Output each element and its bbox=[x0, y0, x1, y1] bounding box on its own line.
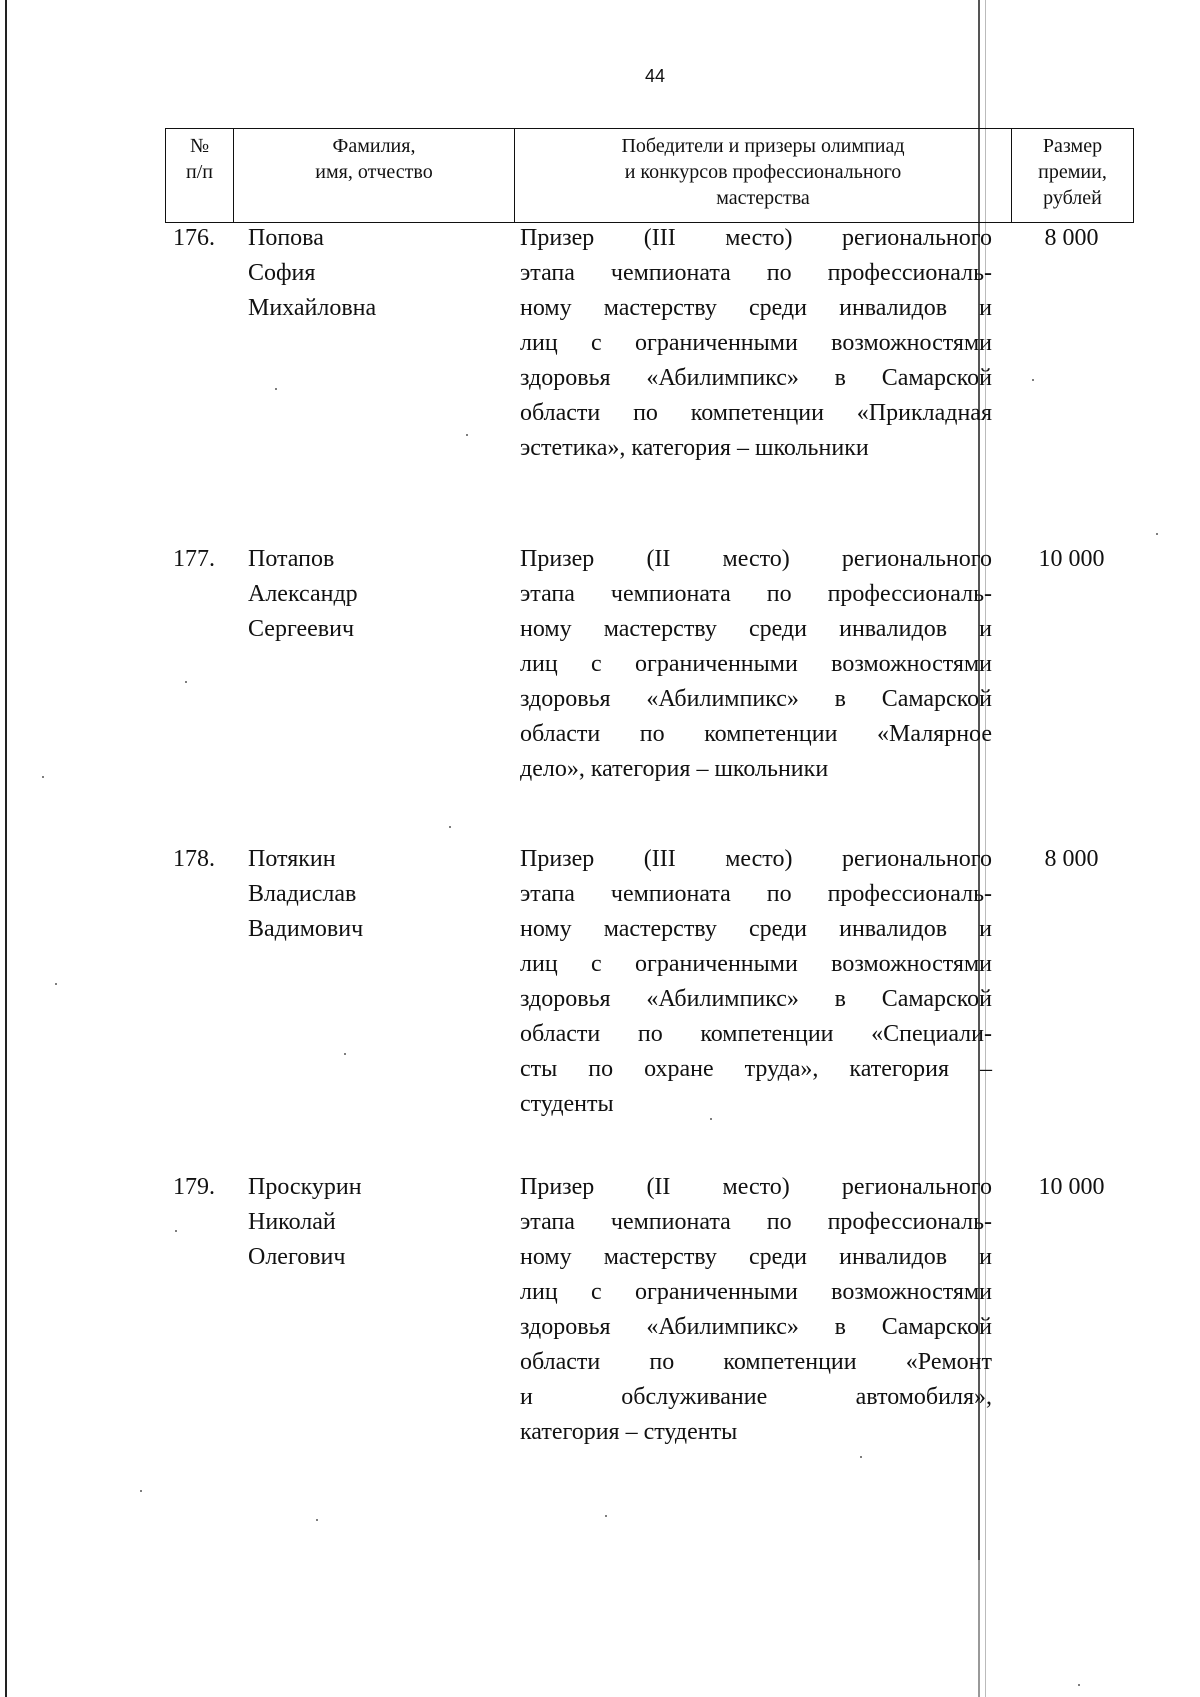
header-name-column bbox=[234, 129, 515, 222]
description-line: здоровья «Абилимпикс» в Самарской bbox=[520, 686, 992, 712]
surname: Попова bbox=[248, 225, 324, 251]
scan-speck bbox=[466, 434, 468, 436]
scan-speck bbox=[605, 1515, 607, 1517]
scan-left-edge bbox=[5, 0, 7, 1697]
patronymic: Вадимович bbox=[248, 916, 364, 942]
scan-speck bbox=[344, 1053, 346, 1055]
scan-speck bbox=[449, 826, 451, 828]
header-text: имя, отчество bbox=[315, 161, 433, 183]
prize-amount: 10 000 bbox=[1038, 1174, 1105, 1200]
description-line: Призер (II место) регионального bbox=[520, 1174, 992, 1200]
description-line: этапа чемпионата по профессиональ- bbox=[520, 260, 992, 286]
given-name: Владислав bbox=[248, 881, 357, 907]
scan-speck bbox=[710, 1118, 712, 1120]
scan-speck bbox=[42, 776, 44, 778]
row-number: 177. bbox=[173, 546, 215, 572]
description-line: ному мастерству среди инвалидов и bbox=[520, 1244, 992, 1270]
description-line: Призер (III место) регионального bbox=[520, 846, 992, 872]
patronymic: Сергеевич bbox=[248, 616, 355, 642]
header-text: Фамилия, bbox=[332, 135, 416, 157]
description-line: здоровья «Абилимпикс» в Самарской bbox=[520, 1314, 992, 1340]
description-line: эстетика», категория – школьники bbox=[520, 435, 869, 461]
description-line: области по компетенции «Ремонт bbox=[520, 1349, 992, 1375]
prize-amount: 8 000 bbox=[1044, 225, 1099, 251]
given-name: Александр bbox=[248, 581, 358, 607]
scan-speck bbox=[55, 983, 57, 985]
row-number: 176. bbox=[173, 225, 215, 251]
description-line: и обслуживание автомобиля», bbox=[520, 1384, 992, 1410]
header-text: п/п bbox=[186, 161, 213, 183]
header-text: рублей bbox=[1043, 187, 1102, 209]
description-line: этапа чемпионата по профессиональ- bbox=[520, 1209, 992, 1235]
header-prize-column bbox=[1012, 129, 1133, 222]
description-line: здоровья «Абилимпикс» в Самарской bbox=[520, 986, 992, 1012]
header-text: и конкурсов профессионального bbox=[624, 161, 902, 183]
description-line: лиц с ограниченными возможностями bbox=[520, 330, 992, 356]
scan-speck bbox=[185, 681, 187, 683]
description-line: ному мастерству среди инвалидов и bbox=[520, 916, 992, 942]
patronymic: Михайловна bbox=[248, 295, 377, 321]
description-line: студенты bbox=[520, 1091, 614, 1117]
description-line: Призер (III место) регионального bbox=[520, 225, 992, 251]
header-text: Размер bbox=[1042, 135, 1103, 157]
page-number: 44 bbox=[644, 66, 666, 86]
scan-speck bbox=[175, 1230, 177, 1232]
description-line: ному мастерству среди инвалидов и bbox=[520, 616, 992, 642]
description-line: Призер (II место) регионального bbox=[520, 546, 992, 572]
header-text: Победители и призеры олимпиад bbox=[621, 135, 905, 157]
scan-speck bbox=[1156, 533, 1158, 535]
description-line: этапа чемпионата по профессиональ- bbox=[520, 881, 992, 907]
description-line: лиц с ограниченными возможностями bbox=[520, 951, 992, 977]
scan-speck bbox=[316, 1519, 318, 1521]
award-description bbox=[520, 1170, 992, 1450]
row-number: 178. bbox=[173, 846, 215, 872]
given-name: Николай bbox=[248, 1209, 336, 1235]
description-line: дело», категория – школьники bbox=[520, 756, 829, 782]
award-description bbox=[520, 542, 992, 787]
table-header bbox=[165, 128, 1134, 223]
scan-speck bbox=[275, 388, 277, 390]
description-line: области по компетенции «Прикладная bbox=[520, 400, 992, 426]
description-line: лиц с ограниченными возможностями bbox=[520, 651, 992, 677]
award-description bbox=[520, 842, 992, 1122]
scan-vertical-line-lower bbox=[978, 1560, 980, 1697]
person-name bbox=[248, 842, 508, 947]
description-line: области по компетенции «Специали- bbox=[520, 1021, 992, 1047]
description-line: здоровья «Абилимпикс» в Самарской bbox=[520, 365, 992, 391]
award-description bbox=[520, 221, 992, 466]
header-number-column bbox=[166, 129, 234, 222]
scan-speck bbox=[860, 1456, 862, 1458]
scan-speck bbox=[1078, 1684, 1080, 1686]
description-line: сты по охране труда», категория – bbox=[520, 1056, 992, 1082]
header-text: № bbox=[189, 135, 210, 157]
person-name bbox=[248, 1170, 508, 1275]
description-line: лиц с ограниченными возможностями bbox=[520, 1279, 992, 1305]
description-line: категория – студенты bbox=[520, 1419, 738, 1445]
scan-speck bbox=[1032, 379, 1034, 381]
prize-amount: 10 000 bbox=[1038, 546, 1105, 572]
header-text: мастерства bbox=[716, 187, 810, 209]
surname: Потапов bbox=[248, 546, 335, 572]
header-description-column bbox=[515, 129, 1012, 222]
surname: Потякин bbox=[248, 846, 336, 872]
person-name bbox=[248, 221, 508, 326]
description-line: ному мастерству среди инвалидов и bbox=[520, 295, 992, 321]
surname: Проскурин bbox=[248, 1174, 362, 1200]
given-name: София bbox=[248, 260, 316, 286]
header-text: премии, bbox=[1038, 161, 1107, 183]
scan-speck bbox=[140, 1490, 142, 1492]
patronymic: Олегович bbox=[248, 1244, 346, 1270]
row-number: 179. bbox=[173, 1174, 215, 1200]
description-line: этапа чемпионата по профессиональ- bbox=[520, 581, 992, 607]
prize-amount: 8 000 bbox=[1044, 846, 1099, 872]
description-line: области по компетенции «Малярное bbox=[520, 721, 992, 747]
person-name bbox=[248, 542, 508, 647]
